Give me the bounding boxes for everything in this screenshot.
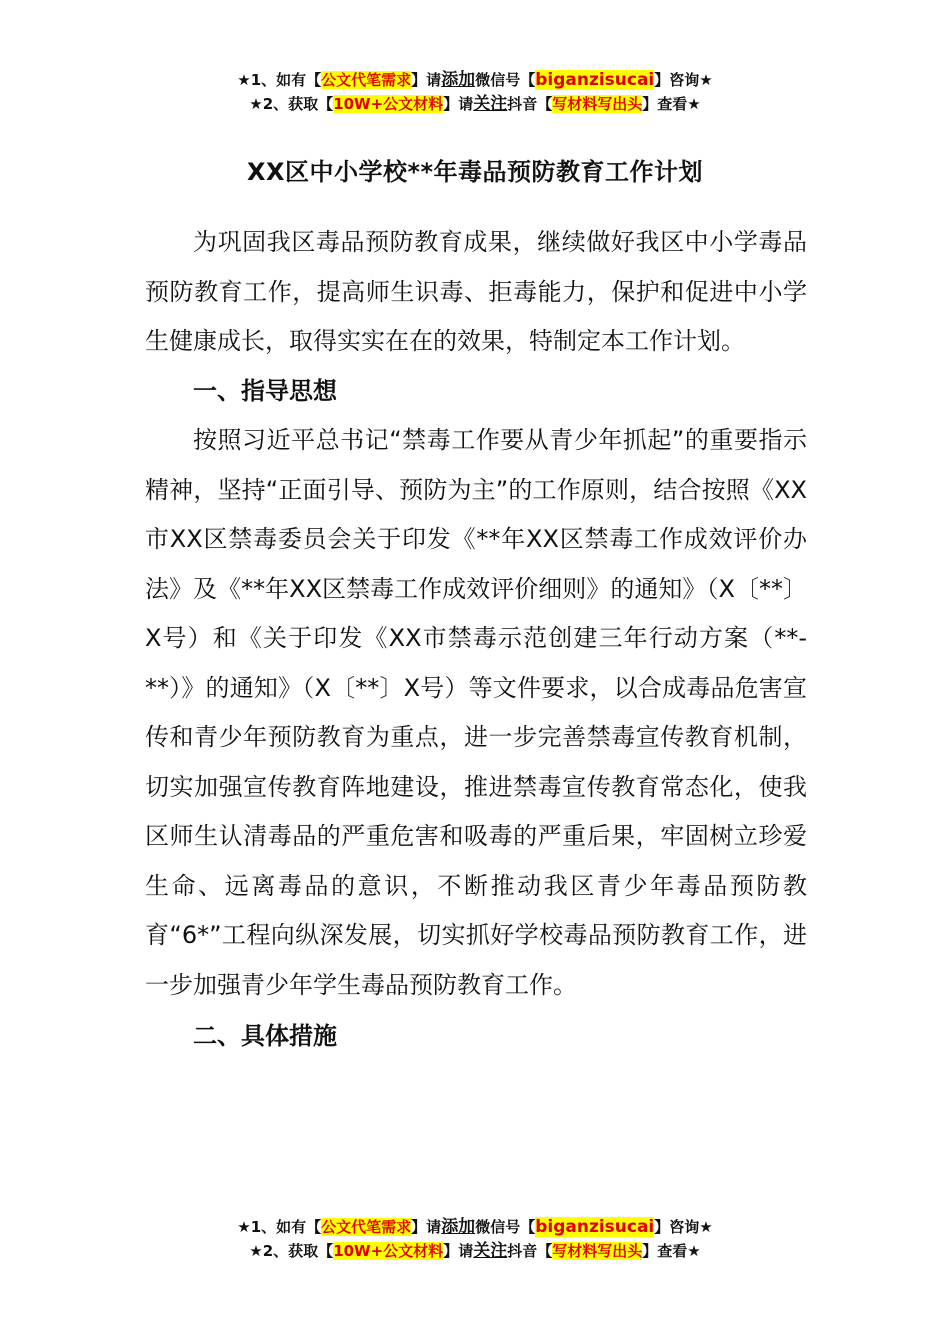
promo-line-2 (0, 1239, 950, 1263)
promo-douyin-id: 写材料写出头 (552, 1242, 643, 1260)
promo-text: 】咨询★ (654, 71, 713, 89)
promo-underline: 添加 (441, 1217, 476, 1237)
promo-text: 】请 (411, 71, 442, 89)
promo-text: ★2、获取【 (249, 1242, 334, 1260)
promo-text: 】请 (443, 1242, 474, 1260)
promo-text: 微信号【 (475, 1218, 536, 1236)
intro-paragraph: 为巩固我区毒品预防教育成果，继续做好我区中小学毒品预防教育工作，提高师生识毒、拒毒能力，保护和促进中小学生健康成长，取得实实在在的效果，特制定本工作计划。 (145, 228, 807, 355)
promo-underline: 关注 (473, 94, 508, 114)
promo-text: ★1、如有【 (237, 1218, 322, 1236)
promo-underline: 关注 (473, 1241, 508, 1261)
promo-text: 微信号【 (475, 71, 536, 89)
promo-highlight: 10W+公文材料 (333, 1242, 444, 1260)
promo-highlight: 公文代笔需求 (321, 71, 412, 89)
promo-line-2 (0, 92, 950, 116)
promo-text: 】查看★ (642, 95, 701, 113)
promo-text: 】咨询★ (654, 1218, 713, 1236)
promo-text: 】查看★ (642, 1242, 701, 1260)
promo-banner-bottom (0, 1215, 950, 1263)
promo-highlight: 公文代笔需求 (321, 1218, 412, 1236)
promo-text: 抖音【 (507, 95, 553, 113)
document-title: XX区中小学校**年毒品预防教育工作计划 (246, 158, 704, 186)
promo-text: 】请 (411, 1218, 442, 1236)
promo-text: 抖音【 (507, 1242, 553, 1260)
promo-underline: 添加 (441, 70, 476, 90)
promo-line-1 (0, 1215, 950, 1239)
promo-text: ★1、如有【 (237, 71, 322, 89)
section-heading-specific-measures: 二、具体措施 (193, 1022, 337, 1050)
promo-text: 】请 (443, 95, 474, 113)
promo-wechat-id: biganzisucai (535, 1217, 655, 1237)
promo-banner-top (0, 68, 950, 116)
section-heading-guiding-ideology: 一、指导思想 (193, 376, 337, 405)
promo-douyin-id: 写材料写出头 (552, 95, 643, 113)
promo-line-1 (0, 68, 950, 92)
document-body (145, 218, 807, 1062)
promo-wechat-id: biganzisucai (535, 70, 655, 90)
promo-highlight: 10W+公文材料 (333, 95, 444, 113)
promo-text: ★2、获取【 (249, 95, 334, 113)
guiding-ideology-paragraph: 按照习近平总书记“禁毒工作要从青少年抓起”的重要指示精神，坚持“正面引导、预防为主”的工作原则，结合按照《XX市XX区禁毒委员会关于印发《**年XX区禁毒工作成效评价办法》及《**年XX区禁毒工作成效评价细则》的通知》（X〔**〕X号）和《关于印发《XX市禁毒示范创建三年行动方案（**-**）》的通知》（X〔**〕X号）等文件要求，以合成毒品危害宣传和青少年预防教育为重点，进一步完善禁毒宣传教育机制，切实加强宣传教育阵地建设，推进禁毒宣传教育常态化，使我区师生认清毒品的严重危害和吸毒的严重后果，牢固树立珍爱生命、远离毒品的意识，不断推动我区青少年毒品预防教育“6*”工程向纵深发展，切实抓好学校毒品预防教育工作，进一步加强青少年学生毒品预防教育工作。 (145, 426, 807, 999)
